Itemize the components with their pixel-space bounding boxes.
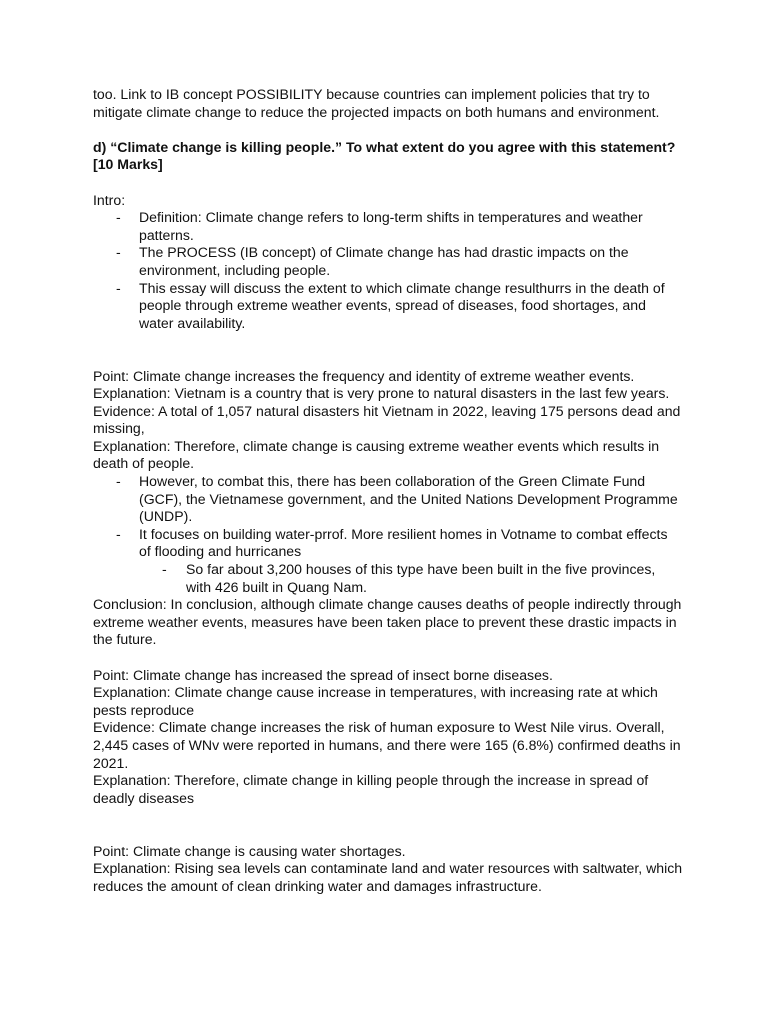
- document-page: [93, 86, 683, 895]
- section1-bullet: [93, 526, 683, 561]
- bullet-dash: -: [116, 209, 121, 226]
- bullet-dash: -: [116, 279, 121, 296]
- section1-explanation: Explanation: Vietnam is a country that is very prone to natural disasters in the last few years.: [93, 385, 670, 402]
- section1-sub-bullet: [93, 561, 683, 596]
- intro-bullet-text: This essay will discuss the extent to which climate change resulthurrs in the death of people through extreme weather events, spread of diseases, food shortages, and water availability.: [139, 279, 665, 331]
- spacer: [93, 649, 683, 667]
- section1-explanation: Explanation: Therefore, climate change is causing extreme weather events which results in death of people.: [93, 437, 660, 472]
- section1-conclusion: Conclusion: In conclusion, although climate change causes deaths of people indirectly through extreme weather events, measures have been taken place to prevent these drastic impacts in the future.: [93, 596, 682, 648]
- section1-point: Point: Climate change increases the frequency and identity of extreme weather events.: [93, 367, 635, 384]
- section3-explanation: Explanation: Rising sea levels can contaminate land and water resources with saltwater, which reduces the amount of clean drinking water and damages infrastructure.: [93, 860, 683, 894]
- spacer: [93, 332, 683, 367]
- intro-bullet-text: Definition: Climate change refers to long-term shifts in temperatures and weather patterns.: [139, 209, 643, 243]
- intro-bullet-text: The PROCESS (IB concept) of Climate change has had drastic impacts on the environment, including people.: [139, 244, 629, 278]
- intro-label: Intro:: [93, 191, 126, 208]
- spacer: [93, 121, 683, 139]
- bullet-dash: -: [116, 473, 121, 490]
- bullet-dash: -: [162, 561, 167, 578]
- section1-bullet: [93, 473, 683, 526]
- spacer: [93, 807, 683, 842]
- opening-paragraph: too. Link to IB concept POSSIBILITY because countries can implement policies that try to mitigate climate change to reduce the projected impacts on both humans and environment.: [93, 86, 660, 120]
- intro-bullet: [93, 209, 683, 244]
- section2-explanation: Explanation: Therefore, climate change in killing people through the increase in spread of deadly diseases: [93, 772, 649, 806]
- section2-evidence: Evidence: Climate change increases the risk of human exposure to West Nile virus. Overall, 2,445 cases of WNv were reported in humans, and there were 165 (6.8%) confirmed deaths in 2021.: [93, 719, 681, 771]
- spacer: [93, 174, 683, 192]
- section1-sub-bullet-text: So far about 3,200 houses of this type have been built in the five provinces, with 426 built in Quang Nam.: [186, 561, 656, 595]
- section1-evidence: Evidence: A total of 1,057 natural disasters hit Vietnam in 2022, leaving 175 persons dead and missing,: [93, 402, 681, 437]
- section2-explanation: Explanation: Climate change cause increase in temperatures, with increasing rate at which pests reproduce: [93, 684, 658, 718]
- bullet-dash: -: [116, 525, 121, 542]
- essay-question: d) “Climate change is killing people.” To what extent do you agree with this statement? [10 Marks]: [93, 138, 676, 173]
- intro-bullet: [93, 244, 683, 279]
- section1-bullet-text: However, to combat this, there has been collaboration of the Green Climate Fund (GCF), the Vietnamese government, and the United Nations Development Programme (UNDP).: [139, 473, 678, 525]
- section2-point: Point: Climate change has increased the spread of insect borne diseases.: [93, 666, 553, 683]
- section3-point: Point: Climate change is causing water shortages.: [93, 842, 406, 859]
- section1-bullet-text: It focuses on building water-prrof. More resilient homes in Votname to combat effects of flooding and hurricanes: [139, 525, 668, 560]
- bullet-dash: -: [116, 244, 121, 261]
- intro-bullet: [93, 280, 683, 333]
